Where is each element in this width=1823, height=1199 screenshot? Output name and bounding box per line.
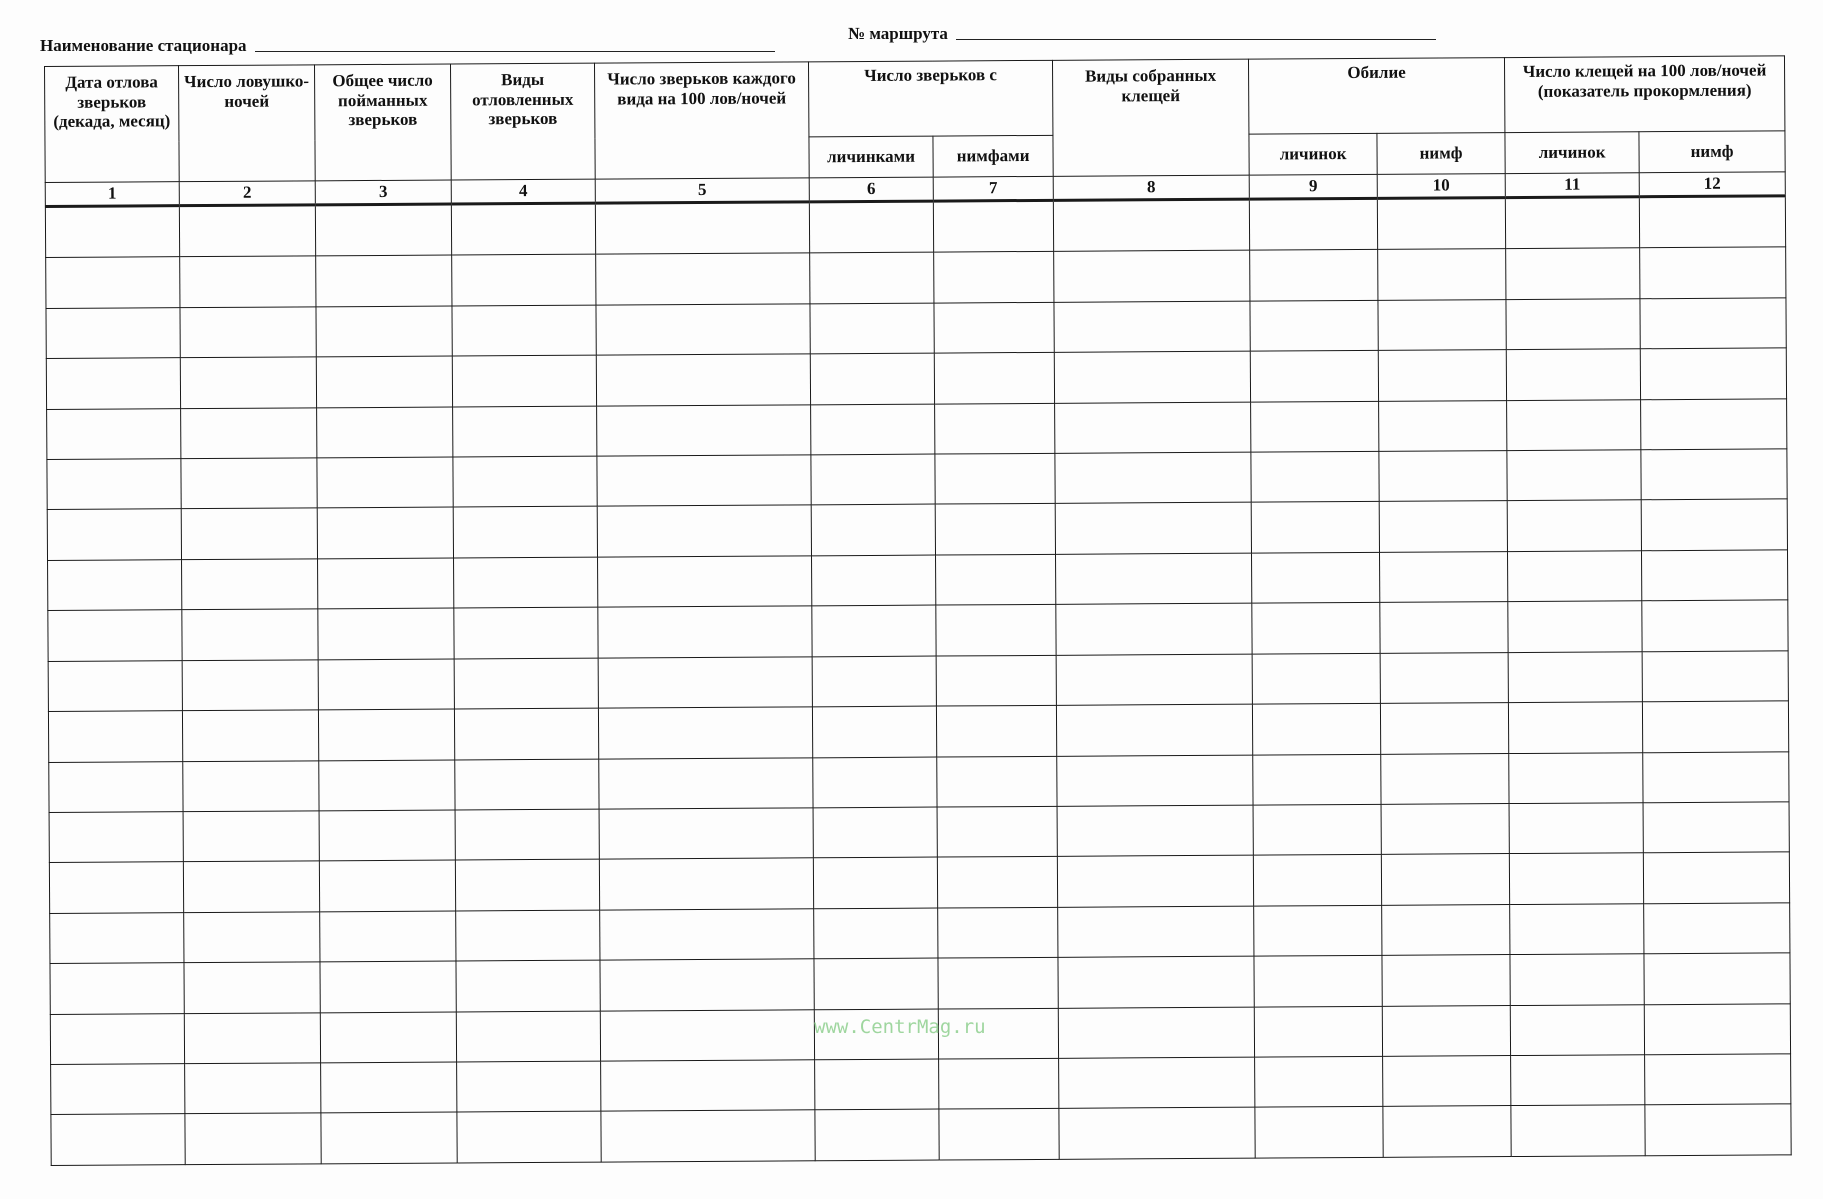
table-cell[interactable] bbox=[1507, 450, 1641, 501]
table-cell[interactable] bbox=[1250, 351, 1378, 402]
table-cell[interactable] bbox=[184, 912, 320, 963]
table-cell[interactable] bbox=[1644, 1003, 1790, 1054]
table-cell[interactable] bbox=[1059, 1057, 1255, 1109]
table-cell[interactable] bbox=[814, 958, 938, 1009]
route-number-label: № маршрута bbox=[848, 24, 948, 43]
table-cell[interactable] bbox=[180, 256, 316, 307]
table-cell[interactable] bbox=[319, 860, 455, 911]
table-cell[interactable] bbox=[50, 912, 184, 963]
table-cell[interactable] bbox=[1382, 904, 1510, 955]
table-cell[interactable] bbox=[933, 200, 1053, 252]
table-cell[interactable] bbox=[185, 1063, 321, 1114]
table-cell[interactable] bbox=[454, 658, 598, 709]
table-cell[interactable] bbox=[936, 605, 1056, 656]
table-cell[interactable] bbox=[46, 257, 180, 308]
table-cell[interactable] bbox=[184, 962, 320, 1013]
table-cell[interactable] bbox=[1643, 751, 1789, 802]
table-cell[interactable] bbox=[1379, 400, 1507, 451]
table-cell[interactable] bbox=[938, 957, 1058, 1008]
table-cell[interactable] bbox=[1054, 251, 1250, 303]
column-number: 1 bbox=[45, 182, 179, 207]
table-cell[interactable] bbox=[1508, 601, 1642, 652]
table-cell[interactable] bbox=[1640, 298, 1786, 349]
table-cell[interactable] bbox=[1255, 1107, 1383, 1158]
table-cell[interactable] bbox=[316, 255, 452, 306]
table-cell[interactable] bbox=[49, 761, 183, 812]
table-cell[interactable] bbox=[1055, 402, 1251, 454]
column-number: 10 bbox=[1377, 174, 1505, 199]
table-cell[interactable] bbox=[453, 507, 597, 558]
table-cell[interactable] bbox=[1057, 805, 1253, 857]
table-cell[interactable] bbox=[182, 559, 318, 610]
table-cell[interactable] bbox=[812, 605, 936, 656]
table-cell[interactable] bbox=[809, 201, 933, 253]
table-cell[interactable] bbox=[1642, 651, 1788, 702]
table-cell[interactable] bbox=[454, 607, 598, 658]
table-cell[interactable] bbox=[48, 660, 182, 711]
header-with-larvae: личинками bbox=[809, 136, 933, 178]
table-cell[interactable] bbox=[815, 1059, 939, 1110]
table-cell[interactable] bbox=[452, 305, 596, 356]
table-cell[interactable] bbox=[937, 806, 1057, 857]
header-tick-species: Виды собранных клещей bbox=[1052, 59, 1249, 176]
table-cell[interactable] bbox=[1381, 753, 1509, 804]
table-cell[interactable] bbox=[811, 454, 935, 505]
table-cell[interactable] bbox=[182, 609, 318, 660]
table-cell[interactable] bbox=[1254, 1006, 1382, 1057]
table-cell[interactable] bbox=[1253, 804, 1381, 855]
table-cell[interactable] bbox=[1383, 1106, 1511, 1157]
table-cell[interactable] bbox=[1380, 703, 1508, 754]
table-cell[interactable] bbox=[1644, 903, 1790, 954]
table-cell[interactable] bbox=[1509, 752, 1643, 803]
table-cell[interactable] bbox=[319, 810, 455, 861]
table-cell[interactable] bbox=[1056, 603, 1252, 655]
table-cell[interactable] bbox=[935, 403, 1055, 454]
header-per-100-trap-nights: Число зверьков каждого вида на 100 лов/ночей bbox=[594, 62, 809, 179]
table-cell[interactable] bbox=[455, 809, 599, 860]
table-cell[interactable] bbox=[1054, 301, 1250, 353]
table-cell[interactable] bbox=[48, 560, 182, 611]
table-cell[interactable] bbox=[1377, 198, 1505, 250]
table-cell[interactable] bbox=[1510, 1004, 1644, 1055]
table-cell[interactable] bbox=[320, 1012, 456, 1063]
table-cell[interactable] bbox=[451, 203, 595, 255]
table-cell[interactable] bbox=[320, 961, 456, 1012]
route-number-field bbox=[848, 25, 1436, 42]
table-cell[interactable] bbox=[813, 757, 937, 808]
table-cell[interactable] bbox=[1054, 351, 1250, 403]
table-cell[interactable] bbox=[1641, 499, 1787, 550]
table-cell[interactable] bbox=[1379, 451, 1507, 502]
table-cell[interactable] bbox=[315, 204, 451, 256]
table-cell[interactable] bbox=[1057, 755, 1253, 807]
table-cell[interactable] bbox=[317, 457, 453, 508]
table-cell[interactable] bbox=[1642, 701, 1788, 752]
table-cell[interactable] bbox=[1643, 802, 1789, 853]
table-cell[interactable] bbox=[456, 910, 600, 961]
table-cell[interactable] bbox=[318, 709, 454, 760]
table-cell[interactable] bbox=[1252, 653, 1380, 704]
header-species-caught: Виды отловленных зверьков bbox=[450, 63, 595, 180]
table-cell[interactable] bbox=[598, 556, 812, 608]
table-cell[interactable] bbox=[454, 557, 598, 608]
table-cell[interactable] bbox=[811, 505, 935, 556]
table-cell[interactable] bbox=[317, 507, 453, 558]
table-cell[interactable] bbox=[1378, 299, 1506, 350]
table-cell[interactable] bbox=[1056, 654, 1252, 706]
table-row bbox=[51, 1104, 1791, 1165]
table-cell[interactable] bbox=[1644, 953, 1790, 1004]
table-cell[interactable] bbox=[456, 960, 600, 1011]
header-capture-date: Дата отлова зверьков (декада, месяц) bbox=[45, 66, 180, 183]
table-cell[interactable] bbox=[1253, 754, 1381, 805]
header-group-animals-with: Число зверьков с bbox=[808, 60, 1052, 136]
table-cell[interactable] bbox=[185, 1113, 321, 1164]
table-cell[interactable] bbox=[452, 255, 596, 306]
table-cell[interactable] bbox=[815, 1109, 939, 1160]
table-cell[interactable] bbox=[1058, 1007, 1254, 1059]
table-cell[interactable] bbox=[50, 1013, 184, 1064]
table-cell[interactable] bbox=[598, 707, 812, 759]
table-cell[interactable] bbox=[1058, 906, 1254, 958]
table-cell[interactable] bbox=[1252, 603, 1380, 654]
table-cell[interactable] bbox=[453, 406, 597, 457]
table-cell[interactable] bbox=[319, 760, 455, 811]
table-cell[interactable] bbox=[50, 963, 184, 1014]
table-cell[interactable] bbox=[1056, 704, 1252, 756]
table-cell[interactable] bbox=[318, 608, 454, 659]
table-cell[interactable] bbox=[1378, 350, 1506, 401]
table-cell[interactable] bbox=[320, 911, 456, 962]
table-cell[interactable] bbox=[936, 655, 1056, 706]
column-number: 2 bbox=[179, 181, 315, 206]
table-cell[interactable] bbox=[812, 555, 936, 606]
column-number: 5 bbox=[595, 178, 809, 203]
station-name-field bbox=[40, 37, 775, 54]
table-cell[interactable] bbox=[49, 862, 183, 913]
table-cell[interactable] bbox=[934, 252, 1054, 303]
table-cell[interactable] bbox=[596, 354, 810, 406]
route-number-line[interactable] bbox=[956, 38, 1436, 40]
table-cell[interactable] bbox=[180, 307, 316, 358]
table-cell[interactable] bbox=[1381, 803, 1509, 854]
table-cell[interactable] bbox=[1252, 552, 1380, 603]
table-cell[interactable] bbox=[456, 1011, 600, 1062]
table-cell[interactable] bbox=[601, 1060, 815, 1112]
table-cell[interactable] bbox=[51, 1064, 185, 1115]
table-cell[interactable] bbox=[452, 355, 596, 406]
table-cell[interactable] bbox=[1058, 956, 1254, 1008]
table-cell[interactable] bbox=[1380, 652, 1508, 703]
table-cell[interactable] bbox=[1056, 553, 1252, 605]
table-cell[interactable] bbox=[1642, 600, 1788, 651]
table-cell[interactable] bbox=[1254, 955, 1382, 1006]
table-cell[interactable] bbox=[1250, 300, 1378, 351]
table-cell[interactable] bbox=[181, 458, 317, 509]
table-cell[interactable] bbox=[1059, 1107, 1255, 1159]
column-number: 6 bbox=[809, 177, 933, 202]
table-cell[interactable] bbox=[48, 711, 182, 762]
table-cell[interactable] bbox=[47, 459, 181, 510]
table-cell[interactable] bbox=[1643, 852, 1789, 903]
table-cell[interactable] bbox=[49, 812, 183, 863]
table-cell[interactable] bbox=[599, 858, 813, 910]
table-cell[interactable] bbox=[1249, 198, 1377, 250]
table-cell[interactable] bbox=[1645, 1054, 1791, 1105]
station-name-label: Наименование стационара bbox=[40, 36, 247, 55]
table-cell[interactable] bbox=[601, 1110, 815, 1162]
table-cell[interactable] bbox=[182, 660, 318, 711]
table-cell[interactable] bbox=[595, 202, 809, 255]
table-cell[interactable] bbox=[1382, 955, 1510, 1006]
table-cell[interactable] bbox=[812, 706, 936, 757]
table-cell[interactable] bbox=[316, 356, 452, 407]
table-cell[interactable] bbox=[181, 407, 317, 458]
table-cell[interactable] bbox=[810, 303, 934, 354]
table-cell[interactable] bbox=[935, 504, 1055, 555]
header-group-ticks-per-100: Число клещей на 100 лов/ночей (показатель прокормления) bbox=[1504, 56, 1784, 133]
table-cell[interactable] bbox=[939, 1109, 1059, 1160]
table-cell[interactable] bbox=[1640, 348, 1786, 399]
table-cell[interactable] bbox=[934, 302, 1054, 353]
table-cell[interactable] bbox=[179, 205, 315, 257]
table-cell[interactable] bbox=[47, 509, 181, 560]
table-cell[interactable] bbox=[1250, 250, 1378, 301]
tick-record-table bbox=[44, 55, 1792, 1166]
table-cell[interactable] bbox=[1383, 1055, 1511, 1106]
table-cell[interactable] bbox=[51, 1114, 185, 1165]
table-cell[interactable] bbox=[813, 807, 937, 858]
table-cell[interactable] bbox=[810, 353, 934, 404]
table-cell[interactable] bbox=[1380, 551, 1508, 602]
table-cell[interactable] bbox=[934, 353, 1054, 404]
watermark-text: www.CentrMag.ru bbox=[814, 1016, 986, 1038]
table-cell[interactable] bbox=[318, 659, 454, 710]
table-cell[interactable] bbox=[455, 859, 599, 910]
table-cell[interactable] bbox=[599, 808, 813, 860]
column-number: 3 bbox=[315, 180, 451, 205]
table-cell[interactable] bbox=[1379, 501, 1507, 552]
header-feeding-nymphs: нимф bbox=[1639, 131, 1785, 173]
table-cell[interactable] bbox=[321, 1112, 457, 1163]
table-cell[interactable] bbox=[457, 1111, 601, 1163]
table-cell[interactable] bbox=[181, 508, 317, 559]
table-cell[interactable] bbox=[1640, 247, 1786, 298]
table-cell[interactable] bbox=[455, 759, 599, 810]
table-cell[interactable] bbox=[318, 558, 454, 609]
table-cell[interactable] bbox=[1645, 1104, 1791, 1156]
header-abundance-nymphs: нимф bbox=[1377, 133, 1505, 175]
table-cell[interactable] bbox=[598, 606, 812, 658]
header-feeding-larvae: личинок bbox=[1505, 132, 1639, 174]
table-cell[interactable] bbox=[321, 1062, 457, 1113]
table-cell[interactable] bbox=[317, 407, 453, 458]
table-cell[interactable] bbox=[1511, 1105, 1645, 1156]
table-cell[interactable] bbox=[1251, 401, 1379, 452]
table-cell[interactable] bbox=[1254, 905, 1382, 956]
table-cell[interactable] bbox=[937, 756, 1057, 807]
table-cell[interactable] bbox=[183, 811, 319, 862]
table-cell[interactable] bbox=[810, 253, 934, 304]
table-cell[interactable] bbox=[599, 757, 813, 809]
table-cell[interactable] bbox=[1506, 349, 1640, 400]
column-number: 12 bbox=[1639, 172, 1785, 197]
table-cell[interactable] bbox=[1252, 703, 1380, 754]
header-abundance-larvae: личинок bbox=[1249, 133, 1377, 175]
table-cell[interactable] bbox=[1506, 299, 1640, 350]
table-cell[interactable] bbox=[1509, 853, 1643, 904]
header-trap-nights: Число ловушко-ночей bbox=[179, 65, 316, 182]
table-cell[interactable] bbox=[46, 308, 180, 359]
table-cell[interactable] bbox=[45, 206, 179, 258]
table-cell[interactable] bbox=[1508, 651, 1642, 702]
table-cell[interactable] bbox=[454, 708, 598, 759]
table-cell[interactable] bbox=[47, 408, 181, 459]
table-cell[interactable] bbox=[812, 656, 936, 707]
table-cell[interactable] bbox=[1251, 451, 1379, 502]
header-with-nymphs: нимфами bbox=[933, 135, 1053, 177]
table-cell[interactable] bbox=[1055, 452, 1251, 504]
table-cell[interactable] bbox=[1641, 449, 1787, 500]
table-cell[interactable] bbox=[600, 1009, 814, 1061]
table-cell[interactable] bbox=[457, 1061, 601, 1112]
header-group-abundance: Обилие bbox=[1248, 58, 1504, 135]
station-name-line[interactable] bbox=[255, 50, 775, 52]
header-total-caught: Общее число пойманных зверьков bbox=[314, 64, 451, 181]
table-cell[interactable] bbox=[1057, 855, 1253, 907]
table-cell[interactable] bbox=[597, 455, 811, 507]
table-cell[interactable] bbox=[1382, 1005, 1510, 1056]
table-cell[interactable] bbox=[814, 908, 938, 959]
table-cell[interactable] bbox=[1510, 903, 1644, 954]
table-cell[interactable] bbox=[1508, 702, 1642, 753]
column-number: 11 bbox=[1505, 173, 1639, 198]
table-cell[interactable] bbox=[1055, 503, 1251, 555]
table-cell[interactable] bbox=[1253, 855, 1381, 906]
column-number: 4 bbox=[451, 179, 595, 204]
column-number: 7 bbox=[933, 176, 1053, 201]
table-cell[interactable] bbox=[1506, 248, 1640, 299]
table-cell[interactable] bbox=[1639, 196, 1785, 248]
table-cell[interactable] bbox=[182, 710, 318, 761]
table-cell[interactable] bbox=[48, 610, 182, 661]
table-cell[interactable] bbox=[813, 857, 937, 908]
table-cell[interactable] bbox=[184, 1012, 320, 1063]
table-cell[interactable] bbox=[1251, 502, 1379, 553]
table-cell[interactable] bbox=[1508, 551, 1642, 602]
table-cell[interactable] bbox=[598, 657, 812, 709]
table-cell[interactable] bbox=[183, 861, 319, 912]
table-cell[interactable] bbox=[596, 253, 810, 305]
table-cell[interactable] bbox=[1378, 249, 1506, 300]
table-cell[interactable] bbox=[600, 909, 814, 961]
table-cell[interactable] bbox=[1380, 602, 1508, 653]
table-cell[interactable] bbox=[596, 304, 810, 356]
table-cell[interactable] bbox=[597, 505, 811, 557]
table-cell[interactable] bbox=[600, 959, 814, 1011]
table-cell[interactable] bbox=[1381, 854, 1509, 905]
table-cell[interactable] bbox=[316, 306, 452, 357]
table-cell[interactable] bbox=[1510, 954, 1644, 1005]
table-cell[interactable] bbox=[1509, 803, 1643, 854]
table-cell[interactable] bbox=[937, 857, 1057, 908]
table-cell[interactable] bbox=[1507, 500, 1641, 551]
table-cell[interactable] bbox=[183, 760, 319, 811]
table-cell[interactable] bbox=[1507, 399, 1641, 450]
table-cell[interactable] bbox=[1505, 197, 1639, 249]
table-cell[interactable] bbox=[938, 907, 1058, 958]
table-cell[interactable] bbox=[1641, 399, 1787, 450]
column-number: 9 bbox=[1249, 174, 1377, 199]
table-cell[interactable] bbox=[46, 358, 180, 409]
table-cell[interactable] bbox=[936, 554, 1056, 605]
table-cell[interactable] bbox=[1053, 199, 1249, 252]
column-number: 8 bbox=[1053, 175, 1249, 200]
table-cell[interactable] bbox=[1255, 1056, 1383, 1107]
table-cell[interactable] bbox=[935, 453, 1055, 504]
table-cell[interactable] bbox=[936, 705, 1056, 756]
table-cell[interactable] bbox=[939, 1058, 1059, 1109]
table-cell[interactable] bbox=[1642, 550, 1788, 601]
table-cell[interactable] bbox=[811, 404, 935, 455]
table-cell[interactable] bbox=[180, 357, 316, 408]
table-cell[interactable] bbox=[453, 456, 597, 507]
table-cell[interactable] bbox=[597, 404, 811, 456]
table-cell[interactable] bbox=[1511, 1055, 1645, 1106]
